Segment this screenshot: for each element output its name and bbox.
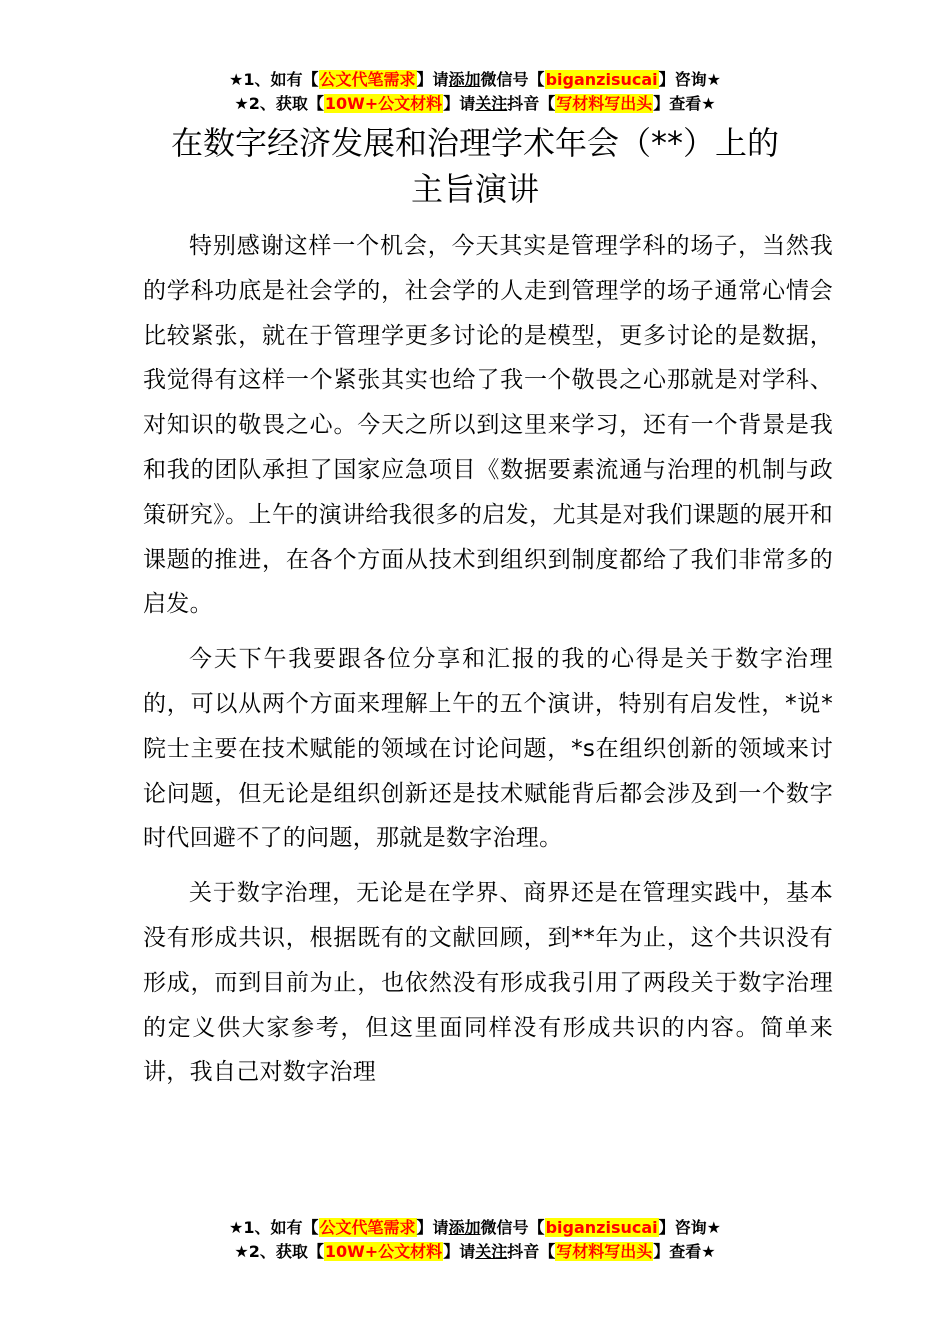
document-title bbox=[100, 120, 850, 212]
paragraph: 今天下午我要跟各位分享和汇报的我的心得是关于数字治理的，可以从两个方面来理解上午的五个演讲，特别有启发性，*说*院士主要在技术赋能的领域在讨论问题，*s在组织创新的领域来讨论问题，但无论是组织创新还是技术赋能背后都会涉及到一个数字时代回避不了的问题，那就是数字治理。 bbox=[143, 646, 833, 852]
highlight-service: 公文代笔需求 bbox=[319, 70, 416, 89]
banner-line-1: ★1、如有【公文代笔需求】请添加微信号【biganzisucai】咨询★ bbox=[229, 1218, 721, 1237]
highlight-service: 公文代笔需求 bbox=[319, 1218, 416, 1237]
banner-line-2: ★2、获取【10W+公文材料】请关注抖音【写材料写出头】查看★ bbox=[234, 94, 716, 113]
banner-line-2: ★2、获取【10W+公文材料】请关注抖音【写材料写出头】查看★ bbox=[234, 1242, 716, 1261]
highlight-materials: 10W+公文材料 bbox=[324, 94, 443, 113]
title-line-1: 在数字经济发展和治理学术年会（**）上的 bbox=[170, 124, 779, 162]
highlight-douyin: 写材料写出头 bbox=[556, 1242, 653, 1261]
highlight-douyin: 写材料写出头 bbox=[556, 94, 653, 113]
document-body bbox=[143, 224, 833, 1105]
header-banner bbox=[0, 68, 950, 116]
banner-line-1: ★1、如有【公文代笔需求】请添加微信号【biganzisucai】咨询★ bbox=[229, 70, 721, 89]
footer-banner bbox=[0, 1216, 950, 1264]
paragraph: 特别感谢这样一个机会，今天其实是管理学科的场子，当然我的学科功底是社会学的，社会学的人走到管理学的场子通常心情会比较紧张，就在于管理学更多讨论的是模型，更多讨论的是数据，我觉得有这样一个紧张其实也给了我一个敬畏之心那就是对学科、对知识的敬畏之心。今天之所以到这里来学习，还有一个背景是我和我的团队承担了国家应急项目《数据要素流通与治理的机制与政策研究》。上午的演讲给我很多的启发，尤其是对我们课题的展开和课题的推进，在各个方面从技术到组织到制度都给了我们非常多的启发。 bbox=[143, 233, 833, 618]
title-line-2: 主旨演讲 bbox=[410, 170, 539, 208]
highlight-materials: 10W+公文材料 bbox=[324, 1242, 443, 1261]
paragraph: 关于数字治理，无论是在学界、商界还是在管理实践中，基本没有形成共识，根据既有的文献回顾，到**年为止，这个共识没有形成，而到目前为止，也依然没有形成我引用了两段关于数字治理的定义供大家参考，但这里面同样没有形成共识的内容。简单来讲，我自己对数字治理 bbox=[143, 880, 833, 1086]
highlight-wechat-id: biganzisucai bbox=[545, 1218, 658, 1237]
highlight-wechat-id: biganzisucai bbox=[545, 70, 658, 89]
